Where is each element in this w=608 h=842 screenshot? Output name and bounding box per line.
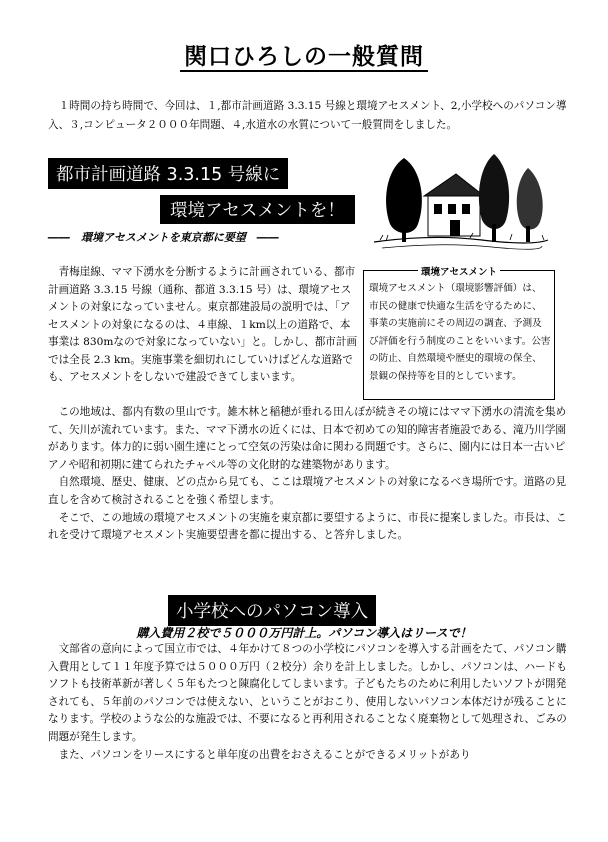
section2-heading: 小学校へのパソコン導入	[168, 595, 376, 626]
section1-paragraph-3: 自然環境、歴史、健康、どの点から見ても、ここは環境アセスメントの対象になるべき場所です。道路の見直しを含めて検討されることを強く希望します。	[48, 476, 567, 506]
trees-and-building-illustration	[372, 150, 550, 252]
section1-subheading: ―― 環境アセスメントを東京都に要望 ――	[48, 231, 279, 244]
section1-fullwidth-text	[48, 404, 570, 545]
definition-box	[363, 267, 555, 400]
section2-paragraph-1: 文部省の意向によって国立市では、４年かけて８つの小学校にパソコンを導入する計画をたて、パソコン購入費用として１１年度予算では５０００万円（２校分）余りを計上しました。しかし、パソコンは、ハードもソフトも技術革新が著しく５年もたつと陳腐化してしまいます。子どもたちのために利用したいソフトが開発されても、５年前のパソコンでは使えない、ということがおこり、使用しないパソコン本体だけが残ることになります。学校のような公的な施設では、不要になると再利用されることなく廃棄物として処理され、ごみの問題が発生します。	[48, 643, 567, 743]
section2-text	[48, 641, 570, 764]
section2-paragraph-2: また、パソコンをリースにすると単年度の出費をおさえることができるメリットがあり	[58, 748, 471, 761]
section1-paragraph-4: そこで、この地域の環境アセスメントの実施を東京都に要望するように、市長に提案しました。市長は、これを受けて環境アセスメント実施要望書を都に提出する、と答弁しました。	[48, 511, 567, 542]
section1-heading-line1: 都市計画道路 3.3.15 号線に	[48, 158, 288, 189]
definition-box-text: 環境アセスメント（環境影響評価）は、市民の健康で快適な生活を守るために、事業の実施前にその周辺の調査、予測及び評価を行う制度のことをいいます。公害の防止、自然環境や歴史的環境の保全、景観の保持等を目的としています。	[369, 283, 551, 382]
definition-box-title: 環境アセスメント	[364, 264, 554, 278]
section1-paragraph-1: 青梅崖線、ママ下湧水を分断するように計画されている、都市計画道路 3.3.15 号線（通称、都道 3.3.15 号）は、環境アセスメントの対象になっていません。東京都建設局の説明では、「アセスメントの対象になるのは、４車線、１km以上の道路で、本事業は 830mなので対象になっていない」と。しかし、都市計画では全長 2.3 km。実施事業を細切れにしていけばどんな道路でも、アセスメントをしないで建設できてしまいます。	[48, 266, 358, 383]
section1-paragraph-2: この地域は、都内有数の里山です。雑木林と稲穂が垂れる田んぼが続きその境にはママ下湧水の清流を集めて、矢川が流れています。また、ママ下湧水の近くには、日本で初めての知的障害者施設である、滝乃川学園があります。体力的に弱い園生達にとって空気の汚染は命に関わる問題です。さらに、園内には日本一古いピアノや昭和初期に建てられたチャペル等の文化財的な建築物があります。	[48, 406, 567, 471]
section1-heading-line2: 環境アセスメントを！	[160, 195, 355, 224]
intro-paragraph: １時間の持ち時間で、今回は、１,都市計画道路 3.3.15 号線と環境アセスメント、2,小学校へのパソコン導入、３,コンピュータ２０００年問題、４,水道水の水質について一般質問をしました。	[48, 100, 567, 131]
section2-subheading: 購入費用２校で５０００万円計上。パソコン導入はリースで！	[136, 626, 472, 640]
section1-column-text	[48, 264, 360, 387]
page-title: 関口ひろしの一般質問	[0, 38, 608, 71]
